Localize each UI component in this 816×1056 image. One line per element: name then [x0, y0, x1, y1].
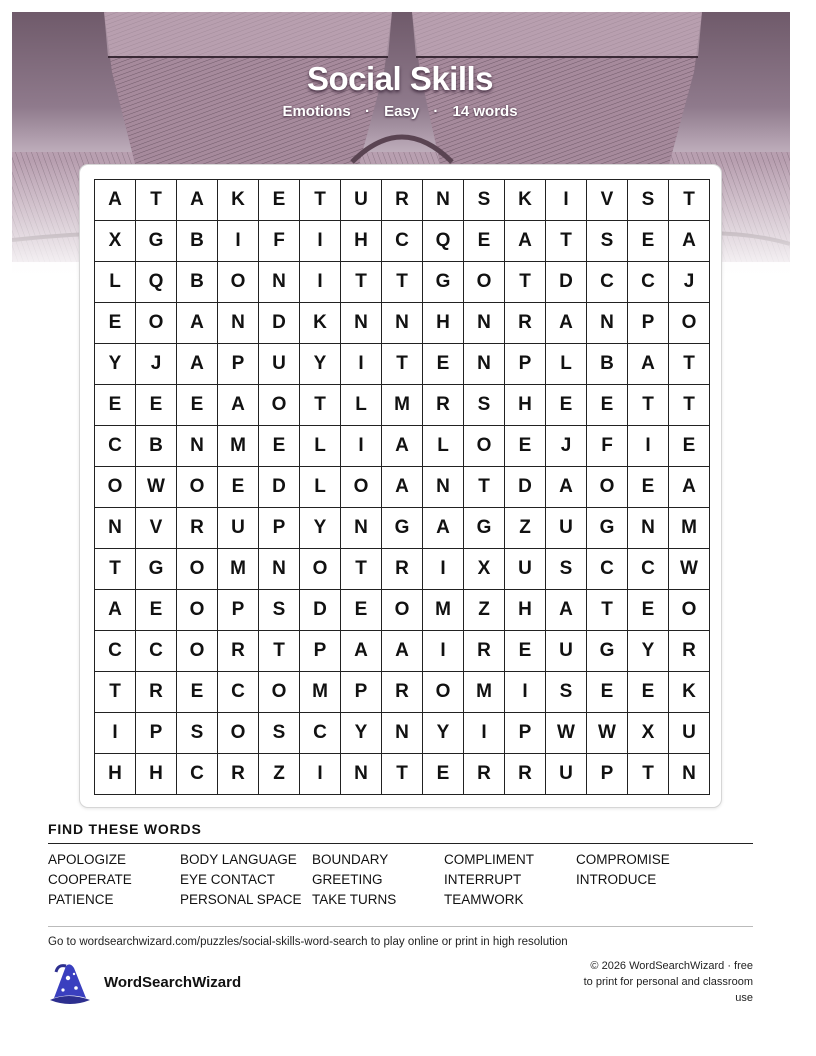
- word-list-item: INTERRUPT: [444, 872, 522, 887]
- grid-cell: S: [464, 180, 505, 221]
- grid-cell: T: [464, 467, 505, 508]
- grid-cell: A: [546, 303, 587, 344]
- grid-cell: T: [669, 180, 710, 221]
- grid-cell: B: [177, 262, 218, 303]
- grid-cell: N: [341, 754, 382, 795]
- grid-cell: O: [464, 426, 505, 467]
- grid-cell: R: [423, 385, 464, 426]
- grid-cell: S: [259, 713, 300, 754]
- grid-cell: Z: [505, 508, 546, 549]
- grid-cell: E: [628, 467, 669, 508]
- grid-cell: U: [505, 549, 546, 590]
- grid-cell: V: [136, 508, 177, 549]
- grid-cell: A: [341, 631, 382, 672]
- grid-cell: N: [95, 508, 136, 549]
- grid-cell: A: [546, 467, 587, 508]
- grid-cell: O: [177, 590, 218, 631]
- word-list-item: TAKE TURNS: [312, 892, 397, 907]
- grid-cell: P: [136, 713, 177, 754]
- grid-cell: A: [382, 467, 423, 508]
- grid-cell: C: [95, 426, 136, 467]
- grid-cell: N: [341, 303, 382, 344]
- grid-cell: E: [177, 672, 218, 713]
- grid-cell: E: [587, 385, 628, 426]
- grid-cell: E: [628, 590, 669, 631]
- grid-cell: P: [587, 754, 628, 795]
- grid-cell: T: [341, 549, 382, 590]
- grid-cell: L: [423, 426, 464, 467]
- grid-cell: T: [259, 631, 300, 672]
- grid-cell: E: [423, 754, 464, 795]
- grid-cell: I: [546, 180, 587, 221]
- grid-cell: A: [546, 590, 587, 631]
- grid-cell: E: [136, 385, 177, 426]
- grid-cell: Y: [300, 508, 341, 549]
- word-list-item: INTRODUCE: [576, 872, 657, 887]
- grid-cell: O: [218, 713, 259, 754]
- grid-cell: I: [300, 221, 341, 262]
- grid-cell: A: [177, 344, 218, 385]
- grid-cell: N: [259, 262, 300, 303]
- grid-cell: P: [505, 713, 546, 754]
- grid-cell: H: [136, 754, 177, 795]
- grid-cell: K: [300, 303, 341, 344]
- word-list: [48, 852, 753, 912]
- grid-cell: N: [423, 180, 464, 221]
- grid-cell: X: [628, 713, 669, 754]
- grid-cell: E: [218, 467, 259, 508]
- grid-cell: T: [300, 180, 341, 221]
- grid-cell: E: [628, 672, 669, 713]
- grid-cell: R: [382, 180, 423, 221]
- grid-cell: L: [341, 385, 382, 426]
- grid-cell: C: [177, 754, 218, 795]
- grid-cell: N: [218, 303, 259, 344]
- grid-cell: Y: [300, 344, 341, 385]
- word-list-heading: FIND THESE WORDS: [48, 821, 202, 837]
- grid-cell: T: [669, 344, 710, 385]
- grid-cell: W: [546, 713, 587, 754]
- puzzle-meta: [0, 103, 800, 120]
- grid-cell: A: [628, 344, 669, 385]
- grid-cell: R: [218, 754, 259, 795]
- word-list-item: APOLOGIZE: [48, 852, 127, 867]
- grid-cell: E: [628, 221, 669, 262]
- grid-cell: T: [95, 672, 136, 713]
- grid-cell: S: [177, 713, 218, 754]
- grid-cell: C: [587, 549, 628, 590]
- grid-cell: Q: [423, 221, 464, 262]
- grid-cell: I: [300, 754, 341, 795]
- grid-cell: B: [587, 344, 628, 385]
- grid-cell: M: [300, 672, 341, 713]
- letter-grid: [94, 179, 710, 795]
- grid-cell: U: [259, 344, 300, 385]
- grid-cell: O: [669, 303, 710, 344]
- grid-cell: U: [218, 508, 259, 549]
- grid-cell: Y: [423, 713, 464, 754]
- grid-cell: T: [587, 590, 628, 631]
- grid-cell: E: [546, 385, 587, 426]
- grid-cell: U: [546, 508, 587, 549]
- grid-cell: N: [259, 549, 300, 590]
- grid-cell: D: [546, 262, 587, 303]
- grid-cell: T: [136, 180, 177, 221]
- grid-cell: L: [95, 262, 136, 303]
- grid-cell: A: [382, 426, 423, 467]
- grid-cell: U: [341, 180, 382, 221]
- grid-cell: Y: [628, 631, 669, 672]
- grid-cell: H: [505, 385, 546, 426]
- grid-cell: I: [464, 713, 505, 754]
- grid-cell: A: [505, 221, 546, 262]
- grid-cell: E: [259, 426, 300, 467]
- grid-cell: E: [95, 385, 136, 426]
- grid-cell: D: [505, 467, 546, 508]
- grid-cell: E: [505, 631, 546, 672]
- word-list-item: BOUNDARY: [312, 852, 389, 867]
- grid-cell: N: [464, 303, 505, 344]
- grid-cell: I: [505, 672, 546, 713]
- wizard-hat-icon: [46, 962, 94, 1011]
- grid-cell: A: [423, 508, 464, 549]
- grid-cell: O: [464, 262, 505, 303]
- grid-cell: S: [546, 549, 587, 590]
- grid-cell: O: [587, 467, 628, 508]
- grid-cell: O: [177, 467, 218, 508]
- grid-cell: G: [423, 262, 464, 303]
- grid-cell: F: [587, 426, 628, 467]
- grid-cell: G: [464, 508, 505, 549]
- grid-cell: Y: [341, 713, 382, 754]
- grid-cell: H: [423, 303, 464, 344]
- grid-cell: O: [423, 672, 464, 713]
- grid-cell: R: [218, 631, 259, 672]
- grid-cell: P: [300, 631, 341, 672]
- grid-cell: S: [587, 221, 628, 262]
- grid-cell: G: [382, 508, 423, 549]
- grid-cell: C: [136, 631, 177, 672]
- word-list-item: GREETING: [312, 872, 383, 887]
- grid-cell: I: [423, 549, 464, 590]
- grid-cell: J: [669, 262, 710, 303]
- grid-cell: Y: [95, 344, 136, 385]
- difficulty-label: Easy: [384, 103, 420, 120]
- grid-cell: C: [95, 631, 136, 672]
- grid-cell: T: [382, 754, 423, 795]
- grid-cell: G: [136, 549, 177, 590]
- grid-cell: A: [382, 631, 423, 672]
- grid-cell: C: [382, 221, 423, 262]
- grid-cell: V: [587, 180, 628, 221]
- grid-cell: T: [300, 385, 341, 426]
- grid-cell: O: [95, 467, 136, 508]
- grid-cell: I: [218, 221, 259, 262]
- grid-cell: R: [669, 631, 710, 672]
- grid-cell: H: [505, 590, 546, 631]
- grid-cell: O: [669, 590, 710, 631]
- grid-cell: O: [382, 590, 423, 631]
- word-list-item: PERSONAL SPACE: [180, 892, 302, 907]
- grid-cell: R: [505, 754, 546, 795]
- grid-cell: S: [464, 385, 505, 426]
- word-list-item: COMPLIMENT: [444, 852, 535, 867]
- grid-cell: P: [505, 344, 546, 385]
- grid-cell: B: [177, 221, 218, 262]
- grid-cell: R: [464, 631, 505, 672]
- grid-cell: K: [218, 180, 259, 221]
- grid-cell: N: [341, 508, 382, 549]
- grid-cell: P: [218, 344, 259, 385]
- grid-cell: G: [587, 631, 628, 672]
- grid-cell: O: [177, 549, 218, 590]
- grid-cell: T: [382, 262, 423, 303]
- grid-cell: Q: [136, 262, 177, 303]
- grid-cell: T: [382, 344, 423, 385]
- grid-cell: M: [669, 508, 710, 549]
- grid-cell: R: [177, 508, 218, 549]
- grid-cell: U: [546, 631, 587, 672]
- grid-cell: I: [341, 344, 382, 385]
- grid-cell: R: [382, 549, 423, 590]
- grid-cell: T: [669, 385, 710, 426]
- grid-cell: A: [218, 385, 259, 426]
- grid-cell: C: [628, 262, 669, 303]
- brand-name: WordSearchWizard: [104, 974, 242, 991]
- grid-cell: C: [300, 713, 341, 754]
- grid-cell: T: [505, 262, 546, 303]
- grid-cell: N: [669, 754, 710, 795]
- grid-cell: N: [587, 303, 628, 344]
- grid-cell: C: [628, 549, 669, 590]
- grid-cell: O: [259, 672, 300, 713]
- grid-cell: A: [177, 180, 218, 221]
- grid-cell: O: [259, 385, 300, 426]
- grid-cell: H: [341, 221, 382, 262]
- grid-cell: J: [136, 344, 177, 385]
- grid-cell: P: [218, 590, 259, 631]
- grid-cell: X: [95, 221, 136, 262]
- puzzle-title: Social Skills: [306, 60, 494, 97]
- word-list-item: BODY LANGUAGE: [180, 852, 297, 867]
- grid-cell: G: [587, 508, 628, 549]
- grid-cell: N: [423, 467, 464, 508]
- grid-cell: J: [546, 426, 587, 467]
- grid-cell: T: [628, 385, 669, 426]
- grid-cell: A: [95, 590, 136, 631]
- grid-cell: O: [341, 467, 382, 508]
- grid-cell: S: [259, 590, 300, 631]
- grid-cell: E: [505, 426, 546, 467]
- grid-cell: O: [136, 303, 177, 344]
- grid-cell: E: [136, 590, 177, 631]
- word-count-label: 14 words: [452, 103, 518, 120]
- meta-separator: ·: [364, 103, 370, 120]
- grid-cell: D: [259, 303, 300, 344]
- grid-cell: N: [382, 713, 423, 754]
- grid-cell: I: [628, 426, 669, 467]
- grid-cell: F: [259, 221, 300, 262]
- word-list-item: COOPERATE: [48, 872, 132, 887]
- grid-cell: D: [259, 467, 300, 508]
- grid-cell: O: [218, 262, 259, 303]
- grid-cell: D: [300, 590, 341, 631]
- grid-cell: H: [95, 754, 136, 795]
- grid-cell: W: [587, 713, 628, 754]
- grid-cell: X: [464, 549, 505, 590]
- grid-cell: P: [341, 672, 382, 713]
- grid-cell: W: [669, 549, 710, 590]
- word-list-item: EYE CONTACT: [180, 872, 276, 887]
- grid-cell: O: [300, 549, 341, 590]
- grid-cell: B: [136, 426, 177, 467]
- grid-cell: M: [218, 426, 259, 467]
- grid-cell: I: [341, 426, 382, 467]
- grid-cell: M: [423, 590, 464, 631]
- grid-cell: M: [382, 385, 423, 426]
- copyright-text: © 2026 WordSearchWizard · free to print for personal and classroom use: [583, 960, 753, 1004]
- grid-cell: Z: [464, 590, 505, 631]
- grid-cell: E: [95, 303, 136, 344]
- divider: [48, 843, 753, 844]
- grid-cell: A: [177, 303, 218, 344]
- meta-separator: ·: [433, 103, 439, 120]
- grid-cell: I: [423, 631, 464, 672]
- grid-cell: C: [587, 262, 628, 303]
- grid-cell: E: [669, 426, 710, 467]
- grid-cell: P: [628, 303, 669, 344]
- divider: [48, 926, 753, 927]
- grid-cell: K: [669, 672, 710, 713]
- grid-cell: U: [546, 754, 587, 795]
- grid-cell: R: [136, 672, 177, 713]
- grid-cell: T: [628, 754, 669, 795]
- grid-cell: C: [218, 672, 259, 713]
- grid-cell: T: [341, 262, 382, 303]
- grid-cell: A: [95, 180, 136, 221]
- grid-cell: U: [669, 713, 710, 754]
- grid-cell: R: [505, 303, 546, 344]
- grid-cell: N: [382, 303, 423, 344]
- grid-cell: A: [669, 221, 710, 262]
- grid-cell: E: [464, 221, 505, 262]
- grid-cell: S: [628, 180, 669, 221]
- grid-cell: M: [218, 549, 259, 590]
- grid-cell: L: [546, 344, 587, 385]
- grid-cell: G: [136, 221, 177, 262]
- word-list-item: TEAMWORK: [444, 892, 524, 907]
- grid-cell: K: [505, 180, 546, 221]
- grid-cell: P: [259, 508, 300, 549]
- grid-cell: I: [300, 262, 341, 303]
- word-list-item: COMPROMISE: [576, 852, 670, 867]
- grid-cell: N: [464, 344, 505, 385]
- grid-cell: M: [464, 672, 505, 713]
- grid-cell: W: [136, 467, 177, 508]
- category-label: Emotions: [282, 103, 351, 120]
- grid-cell: R: [464, 754, 505, 795]
- word-list-item: PATIENCE: [48, 892, 114, 907]
- grid-cell: N: [628, 508, 669, 549]
- grid-cell: E: [341, 590, 382, 631]
- grid-cell: I: [95, 713, 136, 754]
- grid-cell: A: [669, 467, 710, 508]
- grid-cell: E: [423, 344, 464, 385]
- grid-cell: Z: [259, 754, 300, 795]
- grid-cell: T: [95, 549, 136, 590]
- grid-cell: T: [546, 221, 587, 262]
- grid-cell: S: [546, 672, 587, 713]
- play-online-link-text: Go to wordsearchwizard.com/puzzles/social-skills-word-search to play online or print in high resolution: [48, 936, 568, 948]
- grid-cell: E: [259, 180, 300, 221]
- grid-cell: E: [587, 672, 628, 713]
- grid-cell: L: [300, 467, 341, 508]
- grid-cell: R: [382, 672, 423, 713]
- grid-cell: L: [300, 426, 341, 467]
- grid-cell: E: [177, 385, 218, 426]
- grid-cell: O: [177, 631, 218, 672]
- grid-cell: N: [177, 426, 218, 467]
